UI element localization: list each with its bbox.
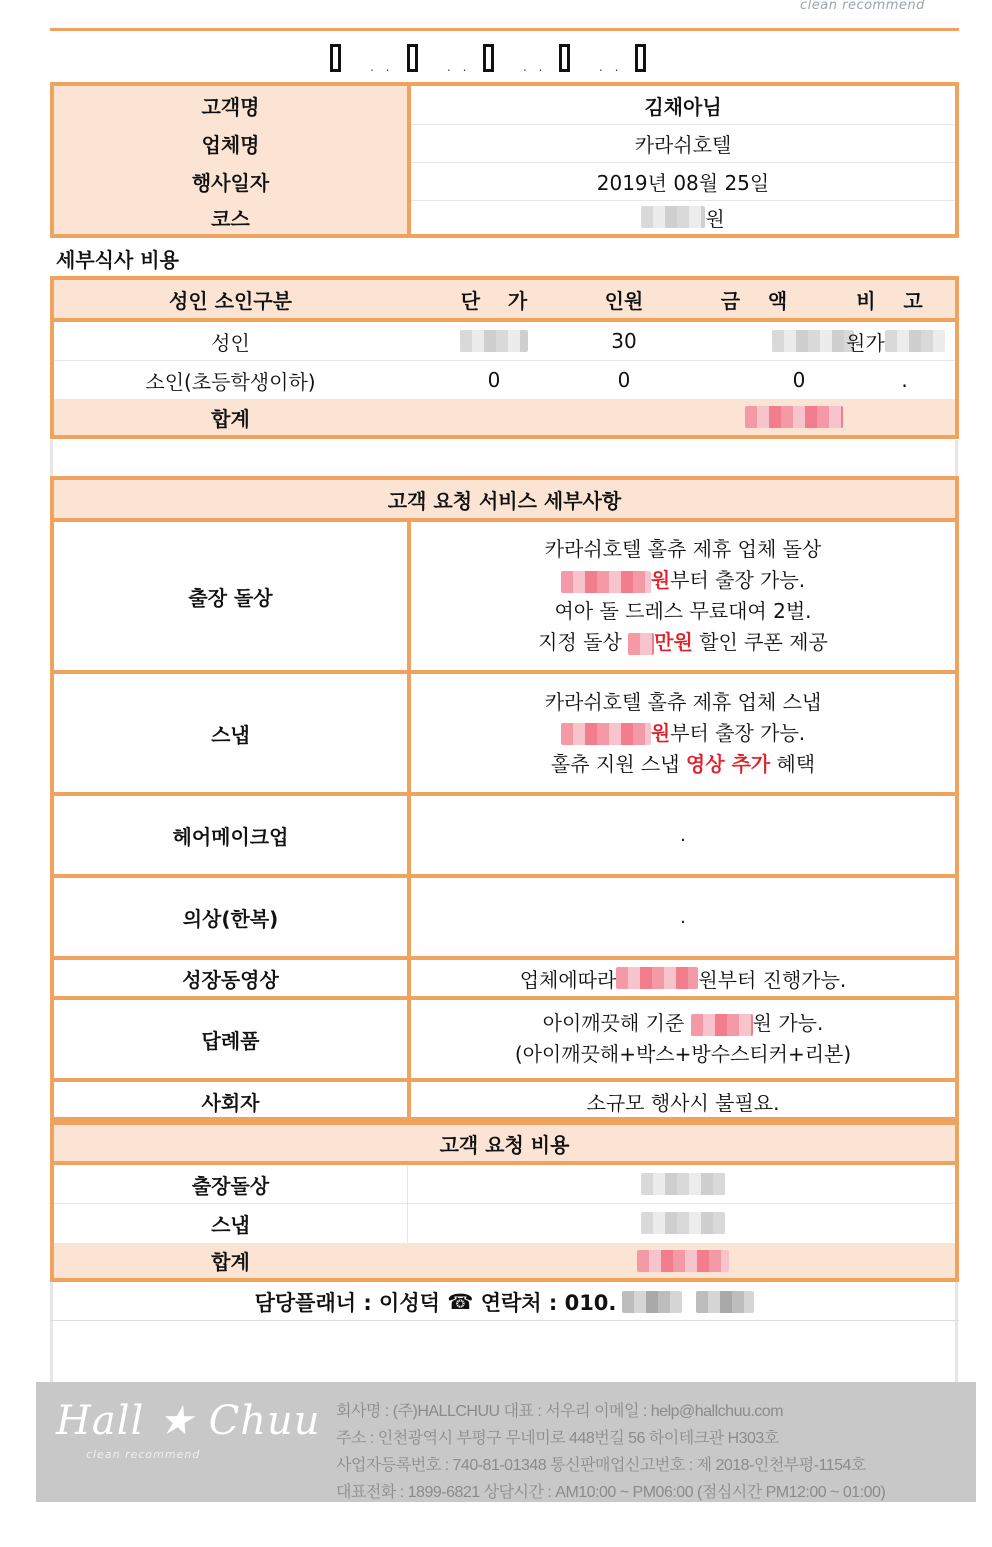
redacted-amount [641,1212,725,1234]
company-label: 업체명 [201,132,260,157]
meal-cost-table [50,276,959,439]
return-gift-details: 아이깨끗해 기준 원 가능. (아이깨끗해+박스+방수스티커+리본) [514,1011,852,1066]
redacted-phone [696,1291,754,1313]
growth-video-label: 성장동영상 [182,967,279,992]
redacted-phone [622,1291,682,1313]
header-amount: 금 액 [720,288,788,313]
child-count: 0 [617,368,631,392]
brand-tag: clean recommend [800,0,925,13]
snap-label: 스냅 [211,722,250,747]
request-total-label: 합계 [211,1250,250,1274]
redacted-discount [628,633,654,655]
redacted-price [691,1014,753,1036]
redacted-price [561,571,651,593]
request-cost-table [50,1121,959,1282]
request-dolsang-label: 출장돌상 [191,1173,270,1198]
adult-label: 성인 [211,330,250,355]
header-unit-price: 단 가 [460,288,528,313]
top-divider [50,28,959,31]
redacted-total [637,1250,729,1272]
request-dolsang-value [411,1165,955,1203]
redacted-price [460,330,528,352]
customer-name-value: 김채아님 [644,94,722,119]
request-total-value [411,1243,955,1278]
growth-video-value: 업체에따라 원부터 진행가능. [519,967,847,992]
footer-company-line: 회사명 : (주)HALLCHUU 대표 : 서우리 이메일 : help@hallchuu.com [336,1403,784,1420]
footer-registration-line: 사업자등록번호 : 740-81-01348 통신판매업신고번호 : 제 2018-인천부평-1154호 [336,1457,866,1474]
meal-section-label: 세부식사 비용 [56,248,179,272]
missing-glyph-icon [635,44,646,72]
phone-icon: ☎ [447,1290,474,1314]
footer-contact-line: 대표전화 : 1899-6821 상담시간 : AM10:00 ~ PM06:00 (점심시간 PM12:00 ~ 01:00) [336,1484,886,1501]
services-title: 고객 요청 서비스 세부사항 [54,480,955,518]
return-gift-label: 답례품 [201,1028,260,1053]
customer-info-table [50,82,959,238]
hallchuu-logo: Hall ★ Chuu [56,1398,321,1444]
adult-note: 원가 [846,322,955,360]
meal-total-label: 합계 [211,406,250,431]
redacted-amount [641,1173,725,1195]
child-note: . [901,368,908,392]
request-cost-title: 고객 요청 비용 [54,1125,955,1161]
dolsang-details: 카라쉬호텔 홀츄 제휴 업체 돌상 원부터 출장 가능. 여아 돌 드레스 무료대여 2벌. 지정 돌상 만원 할인 쿠폰 제공 [538,537,828,654]
event-date-label: 행사일자 [191,170,270,195]
request-snap-label: 스냅 [211,1212,250,1237]
adult-amount [684,322,854,360]
redacted-amount [772,330,854,352]
course-value: 원 [411,200,955,234]
redacted-amount [641,206,705,228]
company-footer [36,1382,976,1502]
meal-total-value [684,399,904,435]
event-date-value: 2019년 08월 25일 [596,170,770,195]
document-title: . . . . . . . . [330,44,660,74]
missing-glyph-icon [330,44,341,72]
hair-makeup-value: . [680,824,686,846]
snap-details: 카라쉬호텔 홀츄 제휴 업체 스냅 원부터 출장 가능. 홀츄 지원 스냅 영상 추가 혜택 [544,689,822,776]
child-amount: 0 [792,368,806,392]
missing-glyph-icon [559,44,570,72]
adult-unit-price [424,322,564,360]
header-category: 성인 소인구분 [169,288,292,313]
redacted-price [616,967,698,989]
request-snap-value [411,1204,955,1242]
mc-label: 사회자 [201,1091,260,1115]
company-value: 카라쉬호텔 [634,132,732,157]
mc-value: 소규모 행사시 불필요. [586,1091,780,1115]
header-note: 비 고 [856,288,923,313]
child-label: 소인(초등학생이하) [145,369,316,394]
missing-glyph-icon [483,44,494,72]
child-unit-price: 0 [487,368,501,392]
missing-glyph-icon [407,44,418,72]
logo-tagline: clean recommend [86,1448,201,1461]
footer-address-line: 주소 : 인천광역시 부평구 무네미로 448번길 56 하이테크관 H303호 [336,1430,779,1447]
hair-makeup-label: 헤어메이크업 [172,824,289,849]
redacted-value [885,330,945,352]
hanbok-value: . [680,906,686,928]
redacted-total [745,406,843,428]
header-headcount: 인원 [604,288,644,313]
adult-count: 30 [611,329,637,353]
service-details-table [50,476,959,1121]
dolsang-label: 출장 돌상 [188,585,273,610]
planner-contact: 담당플래너 : 이성덕 ☎ 연락처 : 010. [50,1284,959,1320]
redacted-price [561,723,651,745]
course-label: 코스 [211,206,250,231]
hanbok-label: 의상(한복) [182,906,279,931]
customer-name-label: 고객명 [201,94,260,119]
